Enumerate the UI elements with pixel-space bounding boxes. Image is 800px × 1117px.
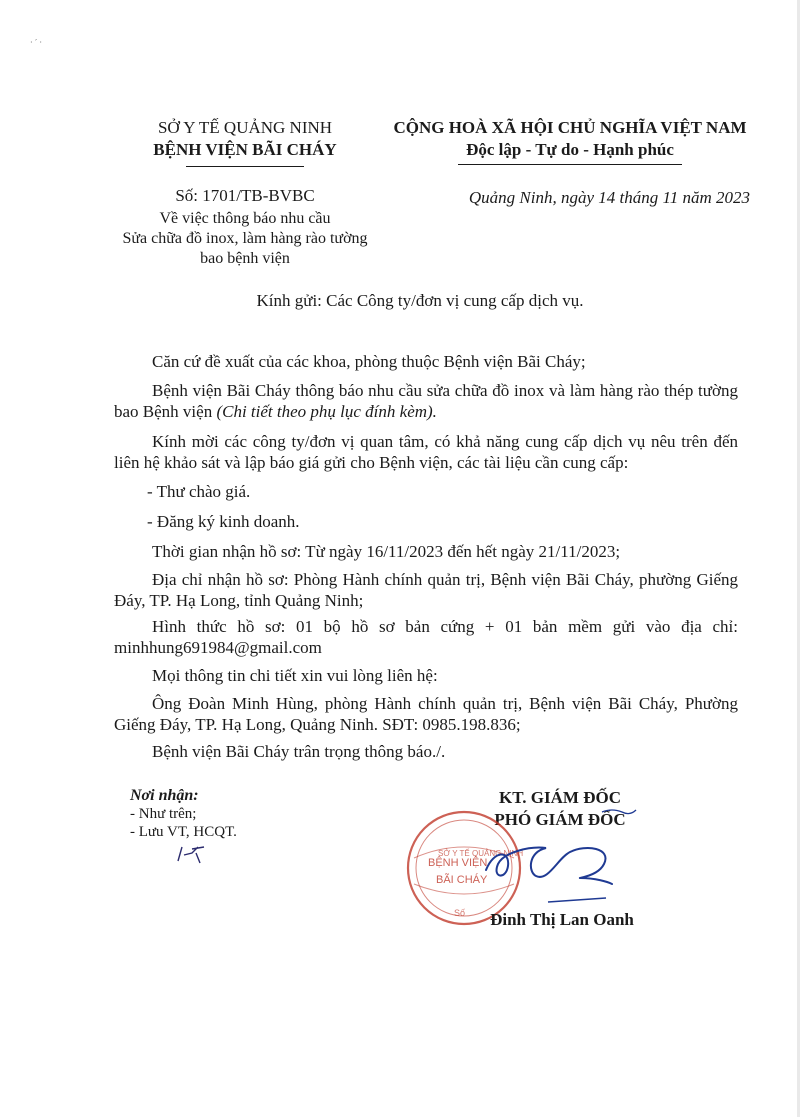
agency-name: SỞ Y TẾ QUẢNG NINH — [157, 118, 333, 137]
subject-line-2: Sửa chữa đồ inox, làm hàng rào tường — [122, 230, 368, 247]
national-title-block — [372, 117, 768, 165]
stamp-top-text: SỞ Y TẾ QUẢNG NINH — [438, 849, 524, 858]
stamp-number-text: Số — [454, 908, 466, 918]
national-motto: Độc lập - Tự do - Hạnh phúc — [466, 140, 674, 159]
national-title: CỘNG HOÀ XÃ HỘI CHỦ NGHĨA VIỆT NAM — [393, 118, 747, 137]
receivers-title: Nơi nhận: — [130, 787, 199, 804]
stamp-text-line-2: BÃI CHÁY — [436, 874, 488, 886]
stamp-text-line-1: BỆNH VIỆN — [428, 857, 488, 869]
paragraph-format: Hình thức hồ sơ: 01 bộ hồ sơ bản cứng + 01 bản mềm gửi vào địa chỉ: minhhung691984@gmail.com — [114, 617, 738, 657]
paragraph-contact-intro: Mọi thông tin chi tiết xin vui lòng liên hệ: — [152, 666, 438, 685]
signature-title-2: PHÓ GIÁM ĐỐC — [494, 810, 626, 829]
signature-title-1: KT. GIÁM ĐỐC — [499, 788, 621, 807]
doc-meta — [110, 186, 380, 269]
bullet-business-registration: - Đăng ký kinh doanh. — [147, 512, 300, 531]
initials-mark-icon — [174, 843, 214, 865]
paragraph-need-note: (Chi tiết theo phụ lục đính kèm). — [216, 402, 437, 421]
receiver-item: - Như trên; — [130, 806, 197, 822]
initial-flourish-icon — [602, 810, 636, 814]
receiver-item: - Lưu VT, HCQT. — [130, 824, 237, 840]
signer-name: Đinh Thị Lan Oanh — [490, 910, 634, 929]
paragraph-need-text: Bệnh viện Bãi Cháy thông báo nhu cầu sửa chữa đồ inox và làm hàng rào thép tường bao Bệnh viện — [114, 381, 738, 421]
hospital-underline — [186, 166, 304, 167]
agency-block — [120, 117, 370, 167]
paragraph-contact: Ông Đoàn Minh Hùng, phòng Hành chính quản trị, Bệnh viện Bãi Cháy, Phường Giếng Đáy, TP. Hạ Long, Quảng Ninh. SĐT: 0985.198.836; — [114, 694, 738, 734]
signature-underline-stroke — [548, 898, 606, 902]
subject-line-3: bao bệnh viện — [200, 250, 290, 267]
paragraph-invitation: Kính mời các công ty/đơn vị quan tâm, có khả năng cung cấp dịch vụ nêu trên đến liên hệ khảo sát và lập báo giá gửi cho Bệnh viện, các tài liệu cần cung cấp: — [114, 432, 738, 472]
paragraph-closing: Bệnh viện Bãi Cháy trân trọng thông báo./. — [152, 742, 446, 761]
paragraph-basis: Căn cứ đề xuất của các khoa, phòng thuộc Bệnh viện Bãi Cháy; — [152, 352, 586, 371]
motto-underline — [458, 164, 682, 165]
paragraph-address: Địa chỉ nhận hồ sơ: Phòng Hành chính quản trị, Bệnh viện Bãi Cháy, phường Giếng Đáy, TP. Hạ Long, tỉnh Quảng Ninh; — [114, 570, 738, 610]
bullet-quotation: - Thư chào giá. — [147, 482, 251, 501]
date-line: Quảng Ninh, ngày 14 tháng 11 năm 2023 — [468, 188, 750, 207]
scan-specks: · ˊ · — [30, 38, 42, 47]
paragraph-deadline: Thời gian nhận hồ sơ: Từ ngày 16/11/2023 đến hết ngày 21/11/2023; — [152, 542, 621, 561]
hospital-name: BỆNH VIỆN BÃI CHÁY — [153, 140, 337, 159]
receivers-block — [118, 787, 237, 870]
recipient-line: Kính gửi: Các Công ty/đơn vị cung cấp dịch vụ. — [256, 291, 584, 310]
doc-number: Số: 1701/TB-BVBC — [175, 186, 315, 205]
paragraph-need — [114, 380, 738, 422]
subject-line-1: Về việc thông báo nhu cầu — [159, 210, 331, 227]
